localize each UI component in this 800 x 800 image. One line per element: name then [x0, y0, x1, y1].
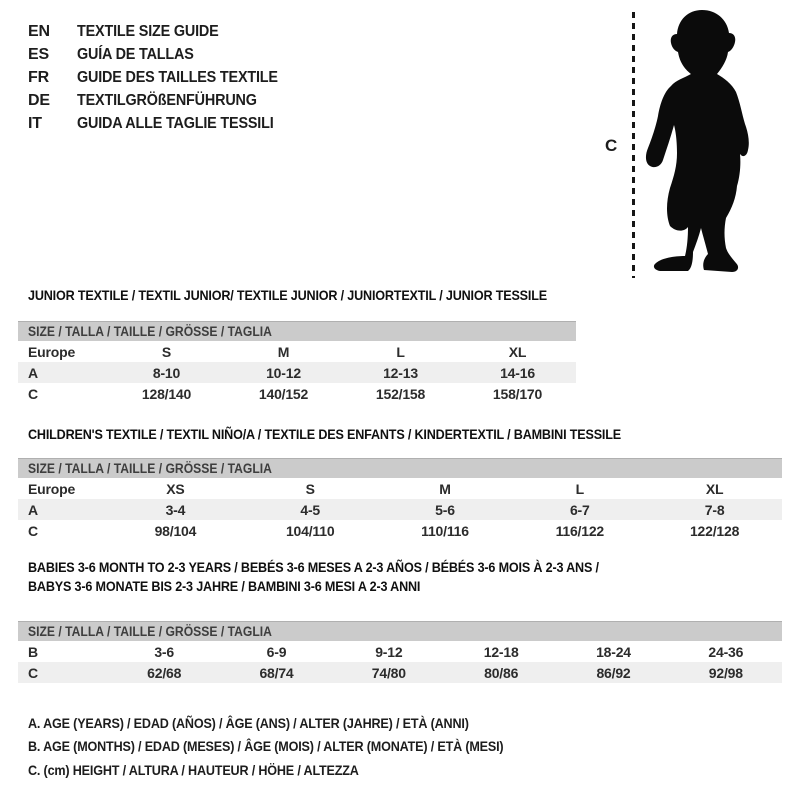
- footnote-a-text: A. AGE (YEARS) / EDAD (AÑOS) / ÂGE (ANS) / ALTER (JAHRE) / ETÀ (ANNI): [28, 714, 469, 731]
- language-title: GUÍA DE TALLAS: [77, 45, 194, 63]
- row-label: Europe: [28, 480, 76, 497]
- table-cell: 12-18: [483, 643, 519, 660]
- language-row-de: [28, 89, 300, 112]
- row-label: A: [28, 501, 38, 518]
- table-cell: 18-24: [596, 643, 631, 660]
- language-row-es: [28, 43, 300, 66]
- babies-section-title-line1: BABIES 3-6 MONTH TO 2-3 YEARS / BEBÉS 3-6 MESES A 2-3 AÑOS / BÉBÉS 3-6 MOIS À 2-3 ANS /: [28, 559, 599, 575]
- table-row: [18, 520, 782, 541]
- table-cell: 6-7: [569, 501, 590, 518]
- language-title: TEXTILE SIZE GUIDE: [77, 22, 219, 40]
- row-label: A: [28, 364, 38, 381]
- babies-section-title: [28, 558, 662, 596]
- table-cell: 140/152: [258, 385, 309, 402]
- language-list: [28, 20, 300, 135]
- table-cell: L: [575, 480, 584, 497]
- table-row: [18, 499, 782, 520]
- footnote-c: [28, 758, 556, 782]
- language-code: EN: [28, 22, 50, 40]
- table-cell: 3-4: [165, 501, 186, 518]
- table-row: [18, 478, 782, 499]
- row-label: C: [28, 664, 38, 681]
- junior-section-title-text: JUNIOR TEXTILE / TEXTIL JUNIOR/ TEXTILE JUNIOR / JUNIORTEXTIL / JUNIOR TESSILE: [28, 287, 547, 303]
- table-cell: 62/68: [147, 664, 182, 681]
- height-measure-label: C: [605, 136, 618, 155]
- table-cell: 104/110: [285, 522, 335, 539]
- children-section-title: [28, 425, 687, 444]
- table-cell: 68/74: [259, 664, 294, 681]
- language-row-it: [28, 112, 300, 135]
- table-cell: M: [277, 343, 290, 360]
- toddler-silhouette-icon: [644, 8, 756, 278]
- language-title: GUIDA ALLE TAGLIE TESSILI: [77, 114, 274, 132]
- table-cell: 152/158: [375, 385, 426, 402]
- table-cell: S: [305, 480, 315, 497]
- row-label: Europe: [28, 343, 76, 360]
- table-row: [18, 641, 782, 662]
- table-cell: 10-12: [266, 364, 301, 381]
- table-row: [18, 362, 576, 383]
- table-cell: XL: [705, 480, 724, 497]
- junior-section-title: [28, 286, 605, 305]
- table-cell: 12-13: [383, 364, 418, 381]
- table-cell: XL: [508, 343, 527, 360]
- table-cell: 8-10: [152, 364, 181, 381]
- table-cell: 3-6: [154, 643, 174, 660]
- size-header-text: SIZE / TALLA / TAILLE / GRÖSSE / TAGLIA: [28, 324, 272, 339]
- table-cell: 80/86: [484, 664, 519, 681]
- language-row-en: [28, 20, 300, 43]
- table-cell: 14-16: [500, 364, 535, 381]
- junior-size-table: [18, 321, 576, 404]
- table-cell: L: [396, 343, 405, 360]
- babies-section-title-line2: BABYS 3-6 MONATE BIS 2-3 JAHRE / BAMBINI 3-6 MESI A 2-3 ANNI: [28, 578, 421, 594]
- junior-size-header-bar: [18, 321, 576, 341]
- language-code: IT: [28, 114, 42, 132]
- table-row: [18, 341, 576, 362]
- row-label: C: [28, 522, 38, 539]
- table-cell: 98/104: [154, 522, 197, 539]
- footnote-c-text: C. (cm) HEIGHT / ALTURA / HAUTEUR / HÖHE / ALTEZZA: [28, 761, 359, 778]
- table-cell: 86/92: [596, 664, 631, 681]
- table-cell: 110/116: [421, 522, 469, 539]
- children-size-header-bar: [18, 458, 782, 478]
- table-cell: 5-6: [435, 501, 455, 518]
- babies-size-table: [18, 621, 782, 683]
- table-row: [18, 383, 576, 404]
- table-cell: 158/170: [492, 385, 543, 402]
- table-cell: 92/98: [708, 664, 743, 681]
- language-title: TEXTILGRÖßENFÜHRUNG: [77, 91, 257, 109]
- table-cell: 116/122: [555, 522, 604, 539]
- footnote-b: [28, 735, 556, 759]
- table-cell: S: [161, 343, 172, 360]
- children-size-table: [18, 458, 782, 541]
- height-dashed-line: [632, 12, 635, 278]
- language-code: ES: [28, 45, 49, 63]
- babies-size-header-bar: [18, 621, 782, 641]
- table-cell: 9-12: [375, 643, 403, 660]
- footnote-b-text: B. AGE (MONTHS) / EDAD (MESES) / ÂGE (MOIS) / ALTER (MONATE) / ETÀ (MESI): [28, 738, 504, 755]
- table-cell: M: [439, 480, 451, 497]
- children-section-title-text: CHILDREN'S TEXTILE / TEXTIL NIÑO/A / TEXTILE DES ENFANTS / KINDERTEXTIL / BAMBINI TESSILE: [28, 426, 622, 442]
- footnotes: [28, 711, 556, 782]
- table-cell: 24-36: [708, 643, 744, 660]
- language-row-fr: [28, 66, 300, 89]
- table-cell: 128/140: [141, 385, 192, 402]
- table-row: [18, 662, 782, 683]
- table-cell: 4-5: [300, 501, 321, 518]
- table-cell: 6-9: [266, 643, 287, 660]
- size-header-text: SIZE / TALLA / TAILLE / GRÖSSE / TAGLIA: [28, 624, 272, 639]
- language-code: DE: [28, 91, 50, 109]
- table-cell: 122/128: [689, 522, 740, 539]
- table-cell: XS: [166, 480, 185, 497]
- size-header-text: SIZE / TALLA / TAILLE / GRÖSSE / TAGLIA: [28, 461, 272, 476]
- language-code: FR: [28, 68, 49, 86]
- row-label: C: [28, 385, 38, 402]
- table-cell: 74/80: [371, 664, 406, 681]
- footnote-a: [28, 711, 556, 735]
- language-title: GUIDE DES TAILLES TEXTILE: [77, 68, 278, 86]
- table-cell: 7-8: [704, 501, 725, 518]
- row-label: B: [28, 643, 38, 660]
